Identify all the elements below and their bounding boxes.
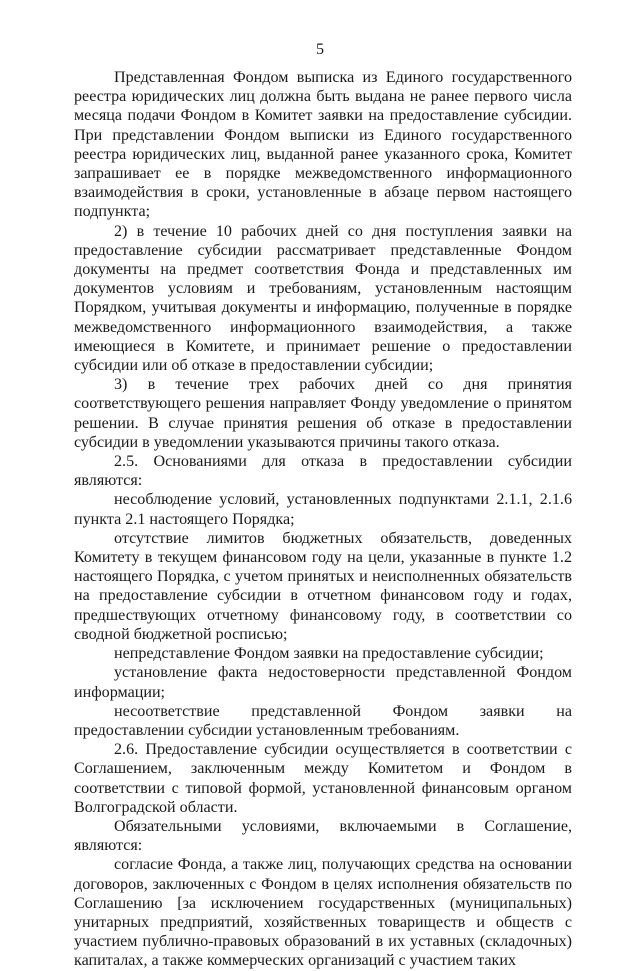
paragraph: 2.6. Предоставление субсидии осуществляется в соответствии с Соглашением, заключенным между Комитетом и Фондом в соответствии с типовой формой, установленной финансовым органом Волгоградской области. xyxy=(74,741,572,816)
paragraph: Представленная Фондом выписка из Единого государственного реестра юридических лиц должна быть выдана не ранее первого числа месяца подачи Фондом в Комитет заявки на предоставление субсидии. При представлении Фондом выписки из Единого государственного реестра юридических лиц, выданной ранее указанного срока, Комитет запрашивает ее в порядке межведомственного информационного взаимодействия в сроки, установленные в абзаце первом настоящего подпункта; xyxy=(74,69,572,221)
paragraph: установление факта недостоверности представленной Фондом информации; xyxy=(74,664,572,701)
paragraph: 2.5. Основаниями для отказа в предоставлении субсидии являются: xyxy=(74,453,572,490)
paragraph: Обязательными условиями, включаемыми в Соглашение, являются: xyxy=(74,817,572,855)
document-body xyxy=(74,68,572,971)
paragraph: 2) в течение 10 рабочих дней со дня поступления заявки на предоставление субсидии рассматривает представленные Фондом документы на предмет соответствия Фонда и представленных им документов условиям и требованиям, установленным настоящим Порядком, учитывая документы и информацию, полученные в порядке межведомственного информационного взаимодействия, а также имеющиеся в Комитете, и принимает решение о предоставлении субсидии или об отказе в предоставлении субсидии; xyxy=(74,222,572,375)
paragraph: 3) в течение трех рабочих дней со дня принятия соответствующего решения направляет Фонду уведомление о принятом решении. В случае принятия решения об отказе в предоставлении субсидии в уведомлении указываются причины такого отказа. xyxy=(74,376,572,451)
page-number: 5 xyxy=(315,41,325,58)
paragraph: несоответствие представленной Фондом заявки на предоставлении субсидии установленным требованиям. xyxy=(74,702,572,739)
paragraph: непредставление Фондом заявки на предоставление субсидии; xyxy=(114,645,544,663)
paragraph: отсутствие лимитов бюджетных обязательств, доведенных Комитету в текущем финансовом году на цели, указанные в пункте 1.2 настоящего Порядка, с учетом принятых и неисполненных обязательств на предоставление субсидии в отчетном финансовом году и годах, предшествующих отчетному финансовому году, в соответствии со сводной бюджетной росписью; xyxy=(74,529,572,643)
paragraph: согласие Фонда, а также лиц, получающих средства на основании договоров, заключенных с Фондом в целях исполнения обязательств по Соглашению [за исключением государственных (муниципальных) унитарных предприятий, хозяйственных товариществ и обществ с участием публично-правовых образований в их уставных (складочных) капиталах, а также коммерческих организаций с участием таких xyxy=(74,856,572,970)
paragraph: несоблюдение условий, установленных подпунктами 2.1.1, 2.1.6 пункта 2.1 настоящего Порядка; xyxy=(74,491,572,528)
